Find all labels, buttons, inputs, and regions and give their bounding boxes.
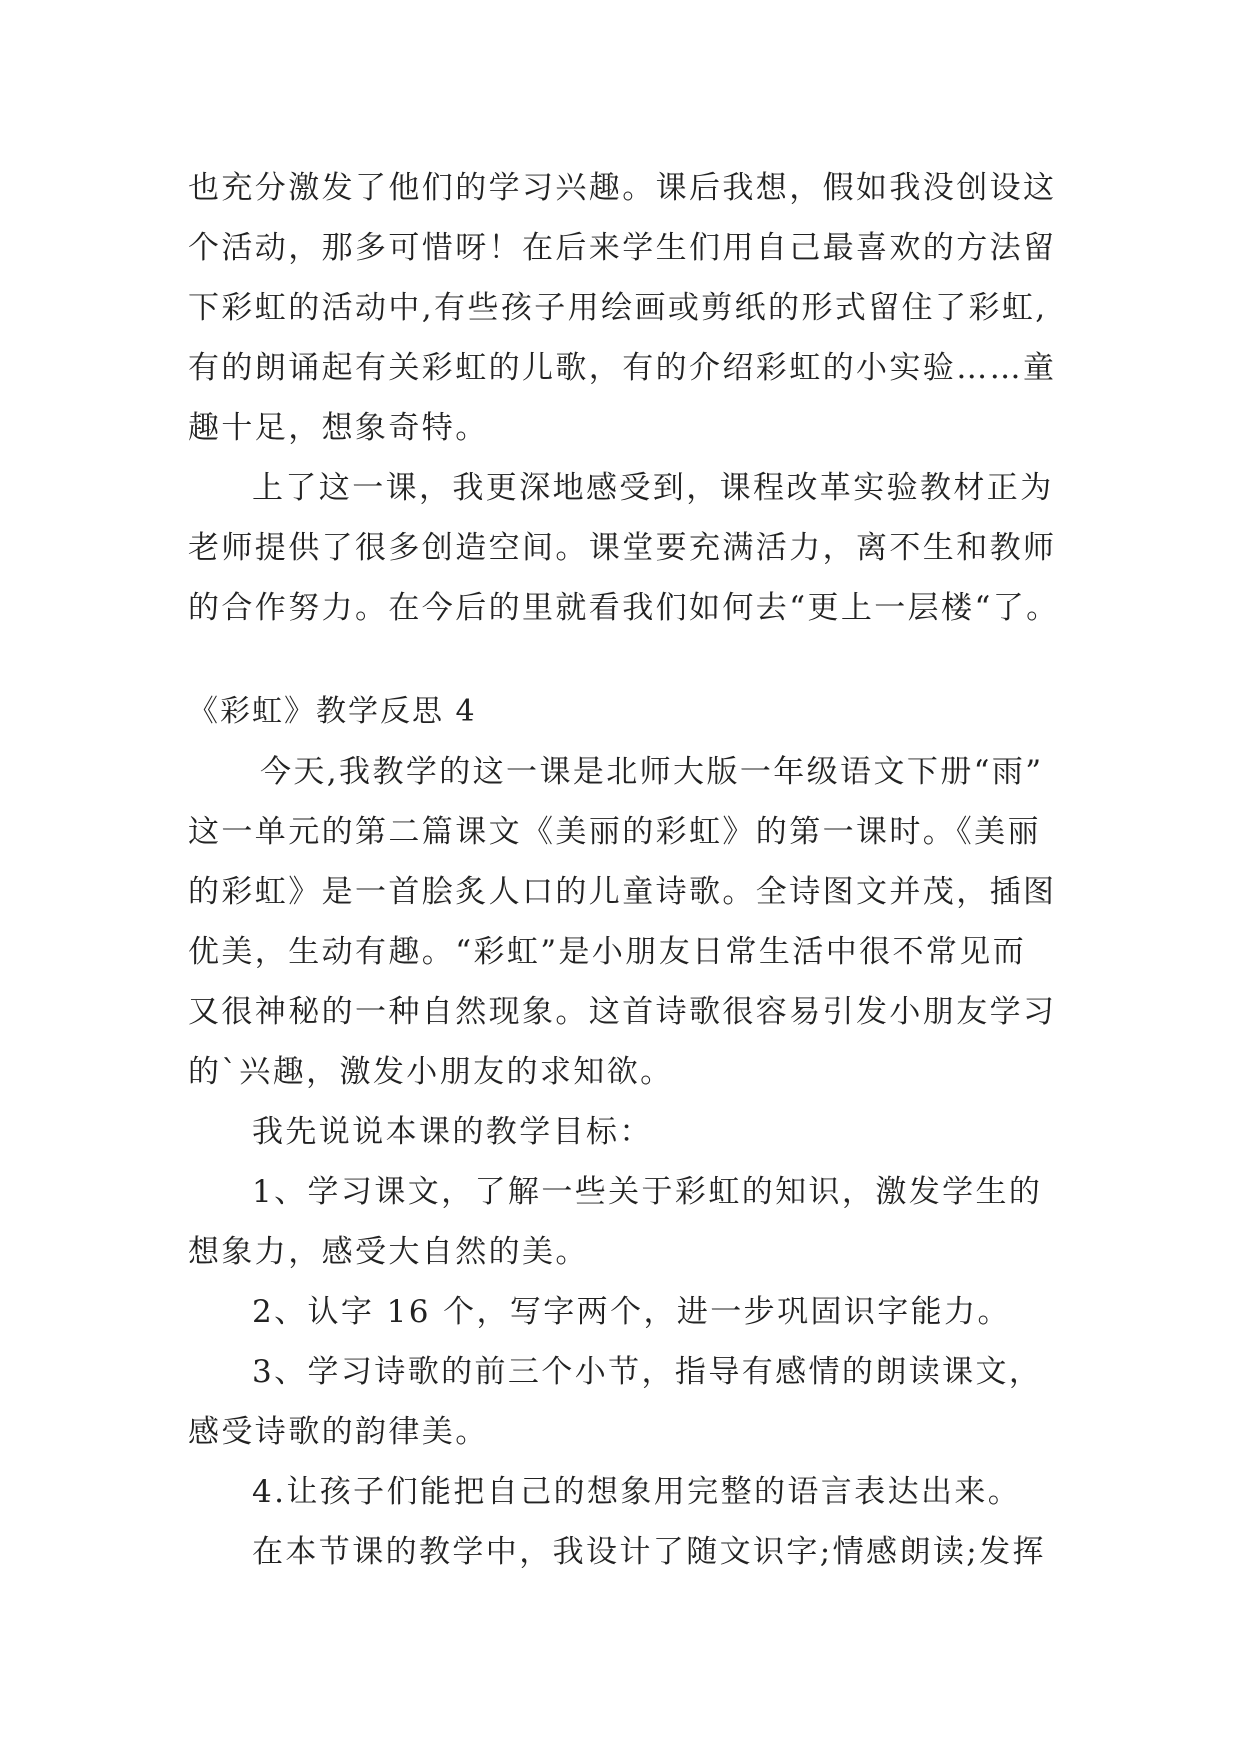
paragraph-line: 有的朗诵起有关彩虹的儿歌，有的介绍彩虹的小实验……童: [188, 350, 1057, 386]
list-item-continuation: 想象力，感受大自然的美。: [188, 1234, 589, 1270]
paragraph-line: 上了这一课，我更深地感受到，课程改革实验教材正为: [252, 470, 1054, 506]
paragraph-line: 的合作努力。在今后的里就看我们如何去“更上一层楼“了。: [188, 590, 1060, 626]
paragraph-line: 优美，生动有趣。“彩虹”是小朋友日常生活中很不常见而: [188, 934, 1027, 970]
list-item: 2、认字 16 个，写字两个，进一步巩固识字能力。: [252, 1294, 1011, 1330]
paragraph-line: 又很神秘的一种自然现象。这首诗歌很容易引发小朋友学习: [188, 994, 1057, 1030]
paragraph-line: 的`兴趣，激发小朋友的求知欲。: [188, 1054, 674, 1090]
paragraph-line: 老师提供了很多创造空间。课堂要充满活力，离不生和教师: [188, 530, 1057, 566]
paragraph-line: 在本节课的教学中，我设计了随文识字;情感朗读;发挥: [252, 1534, 1046, 1570]
paragraph-line: 我先说说本课的教学目标：: [252, 1114, 653, 1150]
section-title: 《彩虹》教学反思 4: [188, 694, 477, 729]
list-item: 4.让孩子们能把自己的想象用完整的语言表达出来。: [252, 1474, 1022, 1510]
paragraph-line: 的彩虹》是一首脍炙人口的儿童诗歌。全诗图文并茂，插图: [188, 874, 1057, 910]
paragraph-line: 也充分激发了他们的学习兴趣。课后我想，假如我没创设这: [188, 170, 1057, 206]
list-item: 3、学习诗歌的前三个小节，指导有感情的朗读课文，: [252, 1354, 1043, 1390]
list-item-continuation: 感受诗歌的韵律美。: [188, 1414, 489, 1450]
paragraph-line: 下彩虹的活动中,有些孩子用绘画或剪纸的形式留住了彩虹,: [188, 290, 1048, 326]
paragraph-line: 今天,我教学的这一课是北师大版一年级语文下册“雨”: [260, 754, 1044, 790]
paragraph-line: 趣十足，想象奇特。: [188, 410, 489, 446]
list-item: 1、学习课文，了解一些关于彩虹的知识，激发学生的: [252, 1174, 1043, 1210]
paragraph-line: 这一单元的第二篇课文《美丽的彩虹》的第一课时。《美丽: [188, 814, 1041, 850]
paragraph-line: 个活动，那多可惜呀！在后来学生们用自己最喜欢的方法留: [188, 230, 1057, 266]
